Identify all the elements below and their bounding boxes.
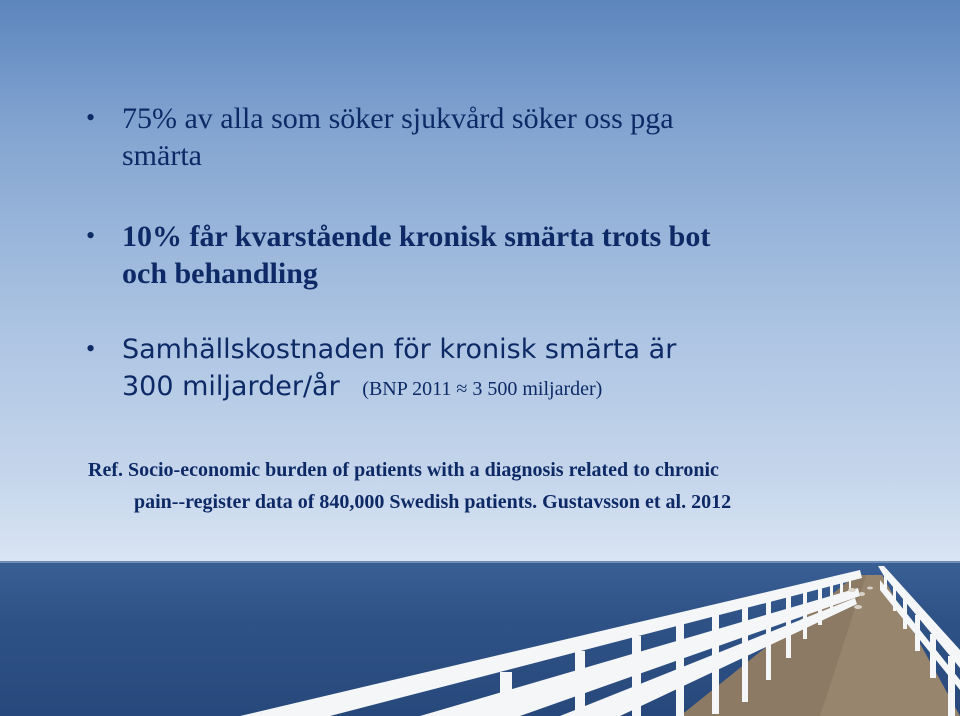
bullet-3-line-2: 300 miljarder/år bbox=[122, 371, 340, 402]
bullet-3-line-1: Samhällskostnaden för kronisk smärta är bbox=[122, 334, 677, 365]
reference-line-1: Ref. Socio-economic burden of patients with a diagnosis related to chronic bbox=[88, 459, 719, 481]
bullet-item-2 bbox=[122, 218, 922, 292]
bullet-2-line-1: 10% får kvarstående kronisk smärta trots bot bbox=[122, 220, 711, 253]
reference-citation bbox=[88, 454, 928, 518]
bullet-marker: • bbox=[86, 221, 96, 250]
reference-line-2: pain--register data of 840,000 Swedish patients. Gustavsson et al. 2012 bbox=[134, 491, 732, 513]
bullet-marker: • bbox=[86, 334, 96, 363]
bullet-marker: • bbox=[86, 103, 96, 132]
bnp-note: (BNP 2011 ≈ 3 500 miljarder) bbox=[362, 378, 603, 400]
bullet-item-1 bbox=[122, 100, 922, 174]
bullet-item-3 bbox=[122, 331, 922, 408]
bullet-1-line-2: smärta bbox=[122, 139, 202, 172]
bullet-2-line-2: och behandling bbox=[122, 257, 318, 290]
bullet-1-line-1: 75% av alla som söker sjukvård söker oss pga bbox=[122, 102, 674, 135]
